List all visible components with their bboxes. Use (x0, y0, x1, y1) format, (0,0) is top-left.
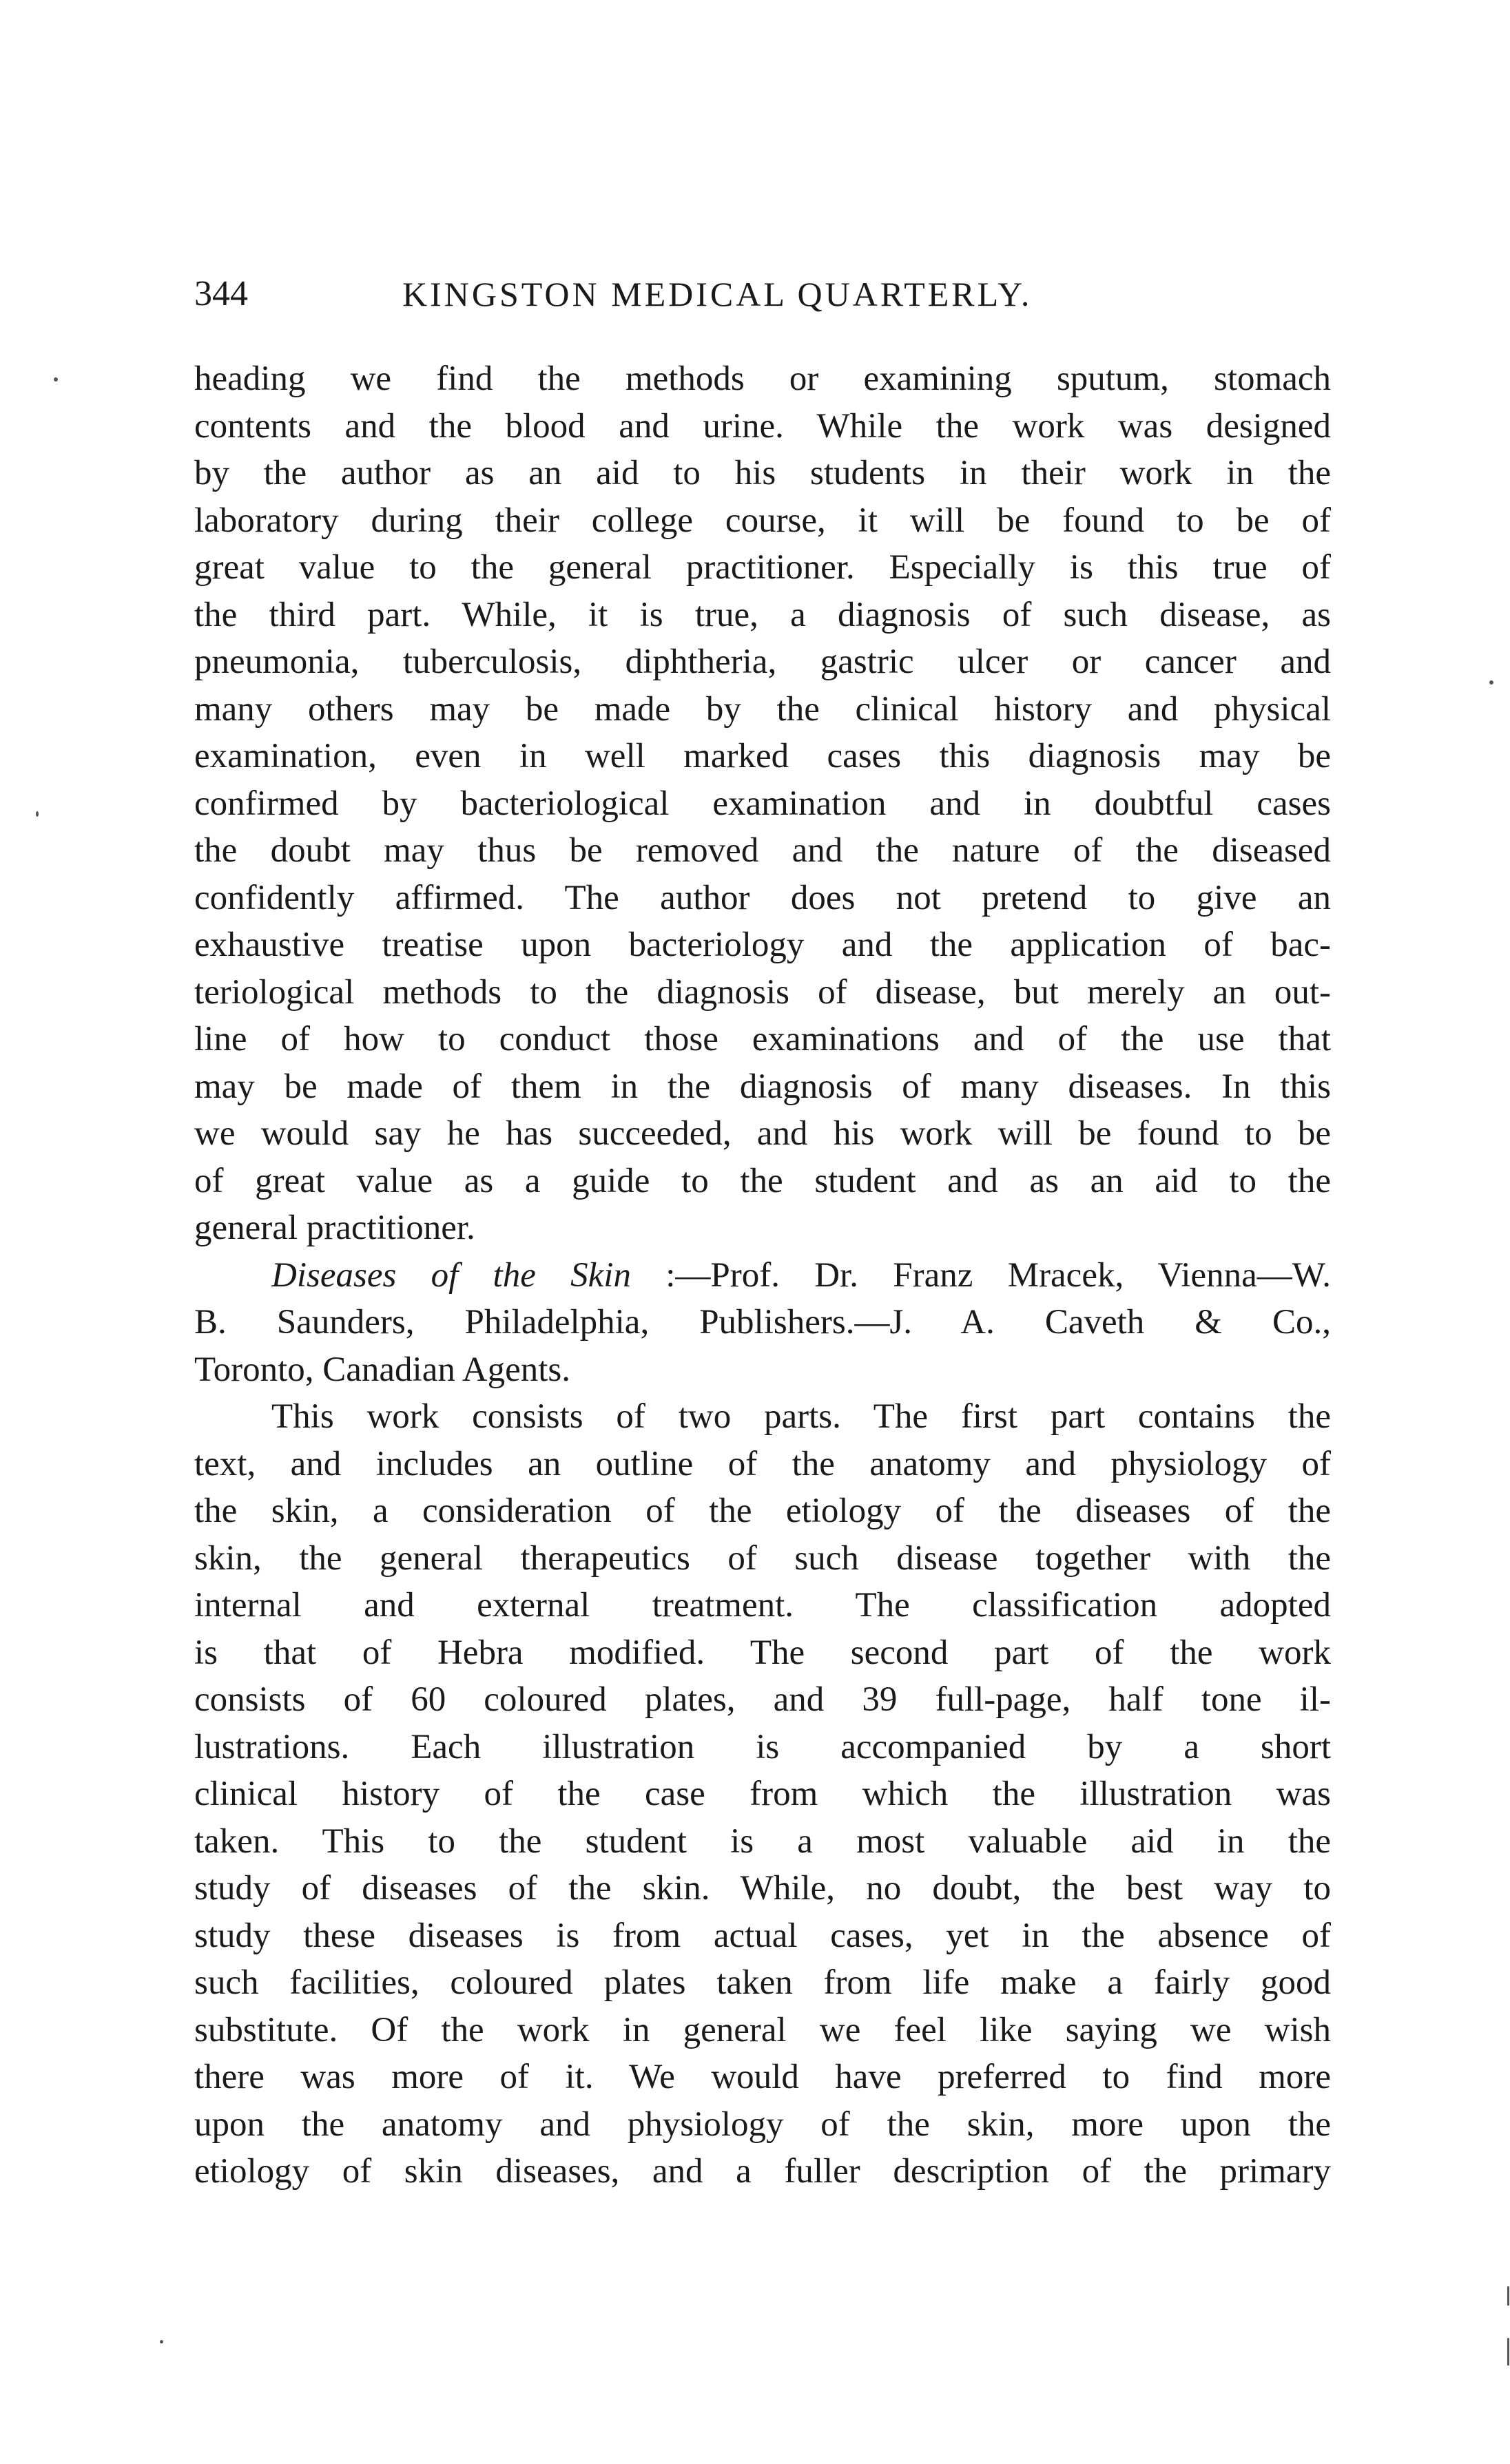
journal-title: KINGSTON MEDICAL QUARTERLY. (402, 275, 1033, 313)
scan-speck (36, 811, 39, 817)
text-line: is that of Hebra modified. The second part of the work (194, 1633, 1331, 1672)
scan-speck (1507, 2338, 1509, 2366)
text-line: clinical history of the case from which the illustration was (194, 1775, 1331, 1813)
paragraph-bacteriology-review (194, 355, 1331, 1252)
text-line: study these diseases is from actual cases, yet in the absence of (194, 1916, 1331, 1955)
text-line: confirmed by bacteriological examination and in doubtful cases (194, 784, 1331, 823)
review-heading-line (194, 1252, 1331, 1299)
text-line: teriological methods to the diagnosis of disease, but merely an out- (194, 972, 1331, 1012)
text-line: upon the anatomy and physiology of the skin, more upon the (194, 2105, 1331, 2144)
running-head (194, 270, 1331, 318)
text-line: This work consists of two parts. The first part contains the (271, 1397, 1331, 1436)
paragraph-skin-review (194, 1393, 1331, 2195)
text-line: we would say he has succeeded, and his work will be found to be (194, 1114, 1331, 1153)
review-heading-diseases-of-the-skin (194, 1252, 1331, 1394)
scan-speck (54, 377, 58, 382)
text-line: consists of 60 coloured plates, and 39 full-page, half tone il- (194, 1680, 1331, 1719)
text-line: skin, the general therapeutics of such disease together with the (194, 1538, 1331, 1578)
text-line: heading we find the methods or examining sputum, stomach (194, 359, 1331, 398)
agents-line: Toronto, Canadian Agents. (194, 1350, 571, 1389)
text-line: laboratory during their college course, it will be found to be of (194, 501, 1331, 540)
text-line: the doubt may thus be removed and the nature of the diseased (194, 831, 1331, 870)
scan-speck (1507, 2286, 1509, 2306)
text-line: exhaustive treatise upon bacteriology and the application of bac- (194, 926, 1331, 964)
text-line: by the author as an aid to his students in their work in the (194, 454, 1331, 492)
text-line: substitute. Of the work in general we feel like saying we wish (194, 2010, 1331, 2049)
text-line: of great value as a guide to the student and as an aid to the (194, 1161, 1331, 1200)
text-line: many others may be made by the clinical history and physical (194, 689, 1331, 729)
text-line: examination, even in well marked cases this diagnosis may be (194, 737, 1331, 775)
publisher-line: B. Saunders, Philadelphia, Publishers.—J. A. Caveth & Co., (194, 1303, 1331, 1341)
text-line: such facilities, coloured plates taken from life make a fairly good (194, 1963, 1331, 2002)
text-line: general practitioner. (194, 1209, 475, 1247)
book-title: Diseases of the Skin (271, 1255, 631, 1295)
text-line: study of diseases of the skin. While, no doubt, the best way to (194, 1869, 1331, 1908)
text-line: confidently affirmed. The author does not pretend to give an (194, 878, 1331, 917)
text-line: there was more of it. We would have preferred to find more (194, 2058, 1331, 2096)
text-line: may be made of them in the diagnosis of many diseases. In this (194, 1067, 1331, 1106)
body-text (194, 355, 1331, 2195)
page-number: 344 (194, 274, 248, 313)
text-line: the skin, a consideration of the etiology of the diseases of the (194, 1492, 1331, 1530)
text-line: the third part. While, it is true, a diagnosis of such disease, as (194, 595, 1331, 634)
book-author: :—Prof. Dr. Franz Mracek, Vienna—W. (630, 1255, 1331, 1295)
text-line: pneumonia, tuberculosis, diphtheria, gastric ulcer or cancer and (194, 643, 1331, 681)
text-line: etiology of skin diseases, and a fuller description of the primary (194, 2152, 1331, 2191)
scan-speck (160, 2340, 163, 2343)
text-line: great value to the general practitioner. Especially is this true of (194, 548, 1331, 587)
text-line: lustrations. Each illustration is accompanied by a short (194, 1727, 1331, 1766)
text-line: contents and the blood and urine. While the work was designed (194, 406, 1331, 446)
text-line: text, and includes an outline of the anatomy and physiology of (194, 1444, 1331, 1483)
text-line: line of how to conduct those examinations and of the use that (194, 1020, 1331, 1058)
text-line: internal and external treatment. The classification adopted (194, 1586, 1331, 1625)
scan-speck (1489, 680, 1493, 685)
text-line: taken. This to the student is a most valuable aid in the (194, 1821, 1331, 1861)
